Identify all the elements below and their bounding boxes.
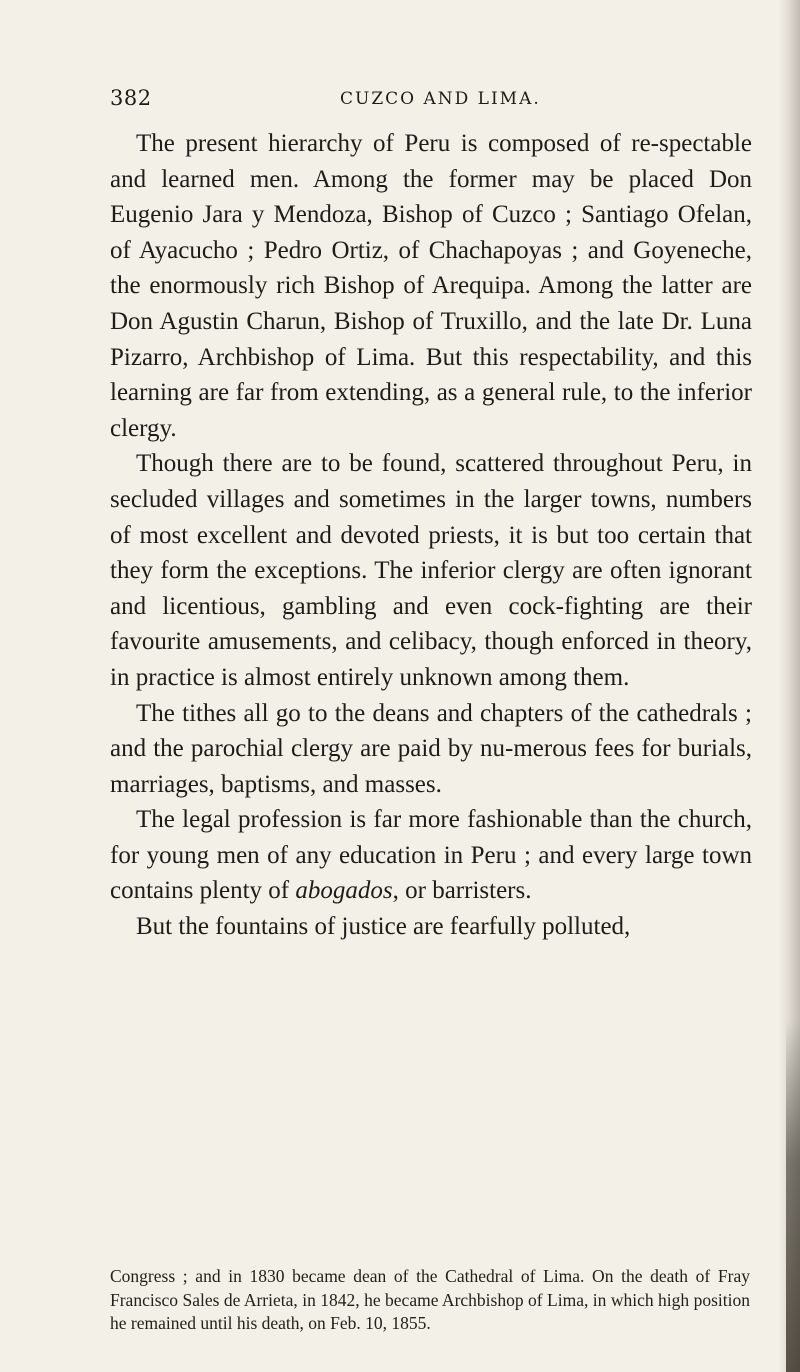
paragraph-inferior-clergy: Though there are to be found, scattered throughout Peru, in secluded villages and sometimes in the larger towns, numbers of most excellent and devoted priests, it is but too certain that they form the exceptions. The inferior clergy are often ignorant and licentious, gambling and even cock-fighting are their favourite amusements, and celibacy, though enforced in theory, in practice is almost entirely unknown among them. — [110, 450, 752, 691]
abogados-term: abogados — [295, 877, 393, 905]
paragraph-tithes: The tithes all go to the deans and chapters of the cathedrals ; and the parochial clergy are paid by nu-merous fees for burials, marriages, baptisms, and masses. — [110, 699, 752, 798]
legal-text-start: The legal profession is far more fashionable than the church, for young men of any education in Peru ; and every large town contains plenty of — [110, 806, 752, 905]
running-head: CUZCO AND LIMA. — [340, 89, 541, 109]
paragraph-legal-profession — [110, 802, 752, 909]
footnote-text: Congress ; and in 1830 became dean of the Cathedral of Lima. On the death of Fray Francisco Sales de Arrieta, in 1842, he became Archbishop of Lima, in which high position he remained until his death, on Feb. 10, 1855. — [110, 1266, 750, 1333]
footnote — [110, 1265, 750, 1336]
page-number: 382 — [110, 86, 152, 110]
body-text — [110, 126, 752, 945]
paragraph-justice: But the fountains of justice are fearfully polluted, — [136, 913, 631, 941]
paragraph-hierarchy: The present hierarchy of Peru is composed of re-spectable and learned men. Among the former may be placed Don Eugenio Jara y Mendoza, Bishop of Cuzco ; Santiago Ofelan, of Ayacucho ; Pedro Ortiz, of Chachapoyas ; and Goyeneche, the enormously rich Bishop of Arequipa. Among the latter are Don Agustin Charun, Bishop of Truxillo, and the late Dr. Luna Pizarro, Archbishop of Lima. But this respectability, and this learning are far from extending, as a general rule, to the inferior clergy. — [110, 130, 752, 442]
page-edge-stain — [786, 1020, 800, 1372]
legal-text-end: , or barristers. — [392, 877, 532, 905]
page-header — [110, 86, 750, 118]
